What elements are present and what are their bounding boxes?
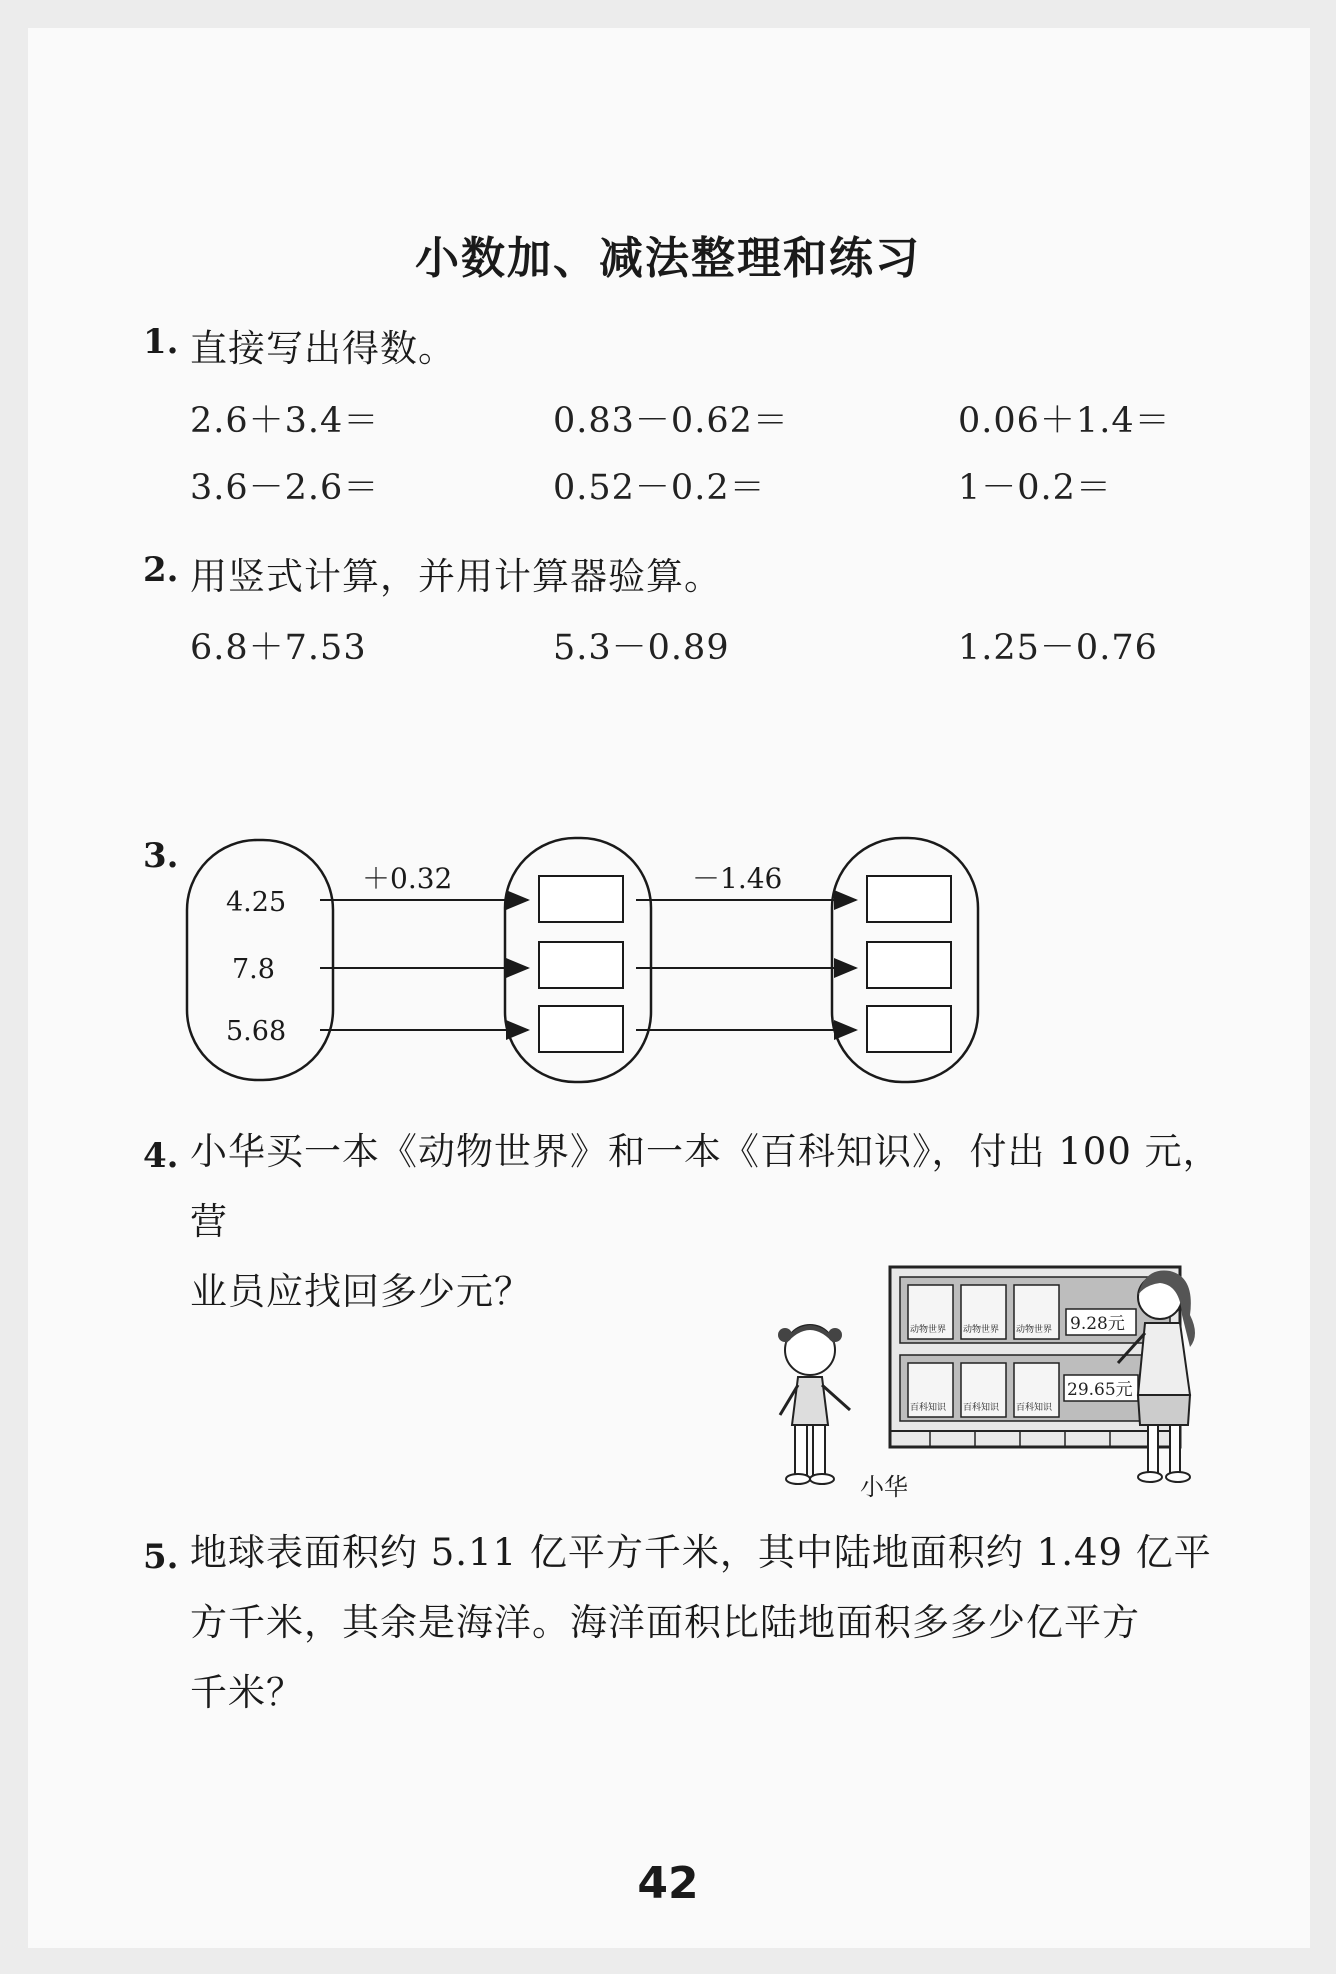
girl-label: 小华 [860,1473,908,1501]
q2-expr: 5.3－0.89 [553,628,730,668]
input-value: 5.68 [226,1016,287,1047]
girl-figure [778,1325,850,1484]
book-title: 动物世界 [1016,1325,1053,1335]
q1-expr: 2.6＋3.4＝ [190,401,380,441]
q2-expr: 6.8＋7.53 [190,628,367,668]
q5-number: 5. [143,1537,179,1577]
bookshelf [890,1267,1180,1447]
bookshop-illustration [750,1255,1240,1515]
book-title: 百科知识 [963,1403,1000,1413]
price-tag: 9.28元 [1070,1314,1125,1334]
book-title: 百科知识 [910,1403,947,1413]
input-value: 4.25 [226,887,287,918]
q1-text: 直接写出得数。 [190,327,456,370]
mapping-diagram [180,820,1000,1100]
q1-number: 1. [143,322,179,362]
book-title: 动物世界 [963,1325,1000,1335]
book-title: 动物世界 [910,1325,947,1335]
q1-expr: 3.6－2.6＝ [190,468,380,508]
q5-line: 地球表面积约 5.11 亿平方千米，其中陆地面积约 1.49 亿平 [190,1531,1212,1574]
q2-text: 用竖式计算，并用计算器验算。 [190,555,722,598]
price-tag: 29.65元 [1067,1380,1133,1400]
q4-line: 业员应找回多少元？ [190,1270,532,1313]
q5-line: 千米？ [190,1671,304,1714]
q1-expr: 0.06＋1.4＝ [958,401,1171,441]
answer-box [539,1006,623,1052]
answer-box [867,876,951,922]
q2-number: 2. [143,550,179,590]
q5-text [190,1518,1250,1728]
q1-expr: 0.52－0.2＝ [553,468,766,508]
page-title: 小数加、减法整理和练习 [415,233,921,284]
op1-label: ＋0.32 [362,862,453,895]
answer-box [867,942,951,988]
book-title: 百科知识 [1016,1403,1053,1413]
q1-expr: 1－0.2＝ [958,468,1112,508]
answer-box [539,942,623,988]
op2-label: －1.46 [692,862,783,895]
answer-box [867,1006,951,1052]
q4-line: 小华买一本《动物世界》和一本《百科知识》，付出 100 元，营 [190,1130,1221,1243]
answer-box [539,876,623,922]
page-number: 42 [637,1858,699,1909]
q2-expr: 1.25－0.76 [958,628,1158,668]
q4-number: 4. [143,1136,179,1176]
q1-expr: 0.83－0.62＝ [553,401,789,441]
input-value: 7.8 [232,954,275,985]
q3-number: 3. [143,836,179,876]
q5-line: 方千米，其余是海洋。海洋面积比陆地面积多多少亿平方 [190,1601,1140,1644]
